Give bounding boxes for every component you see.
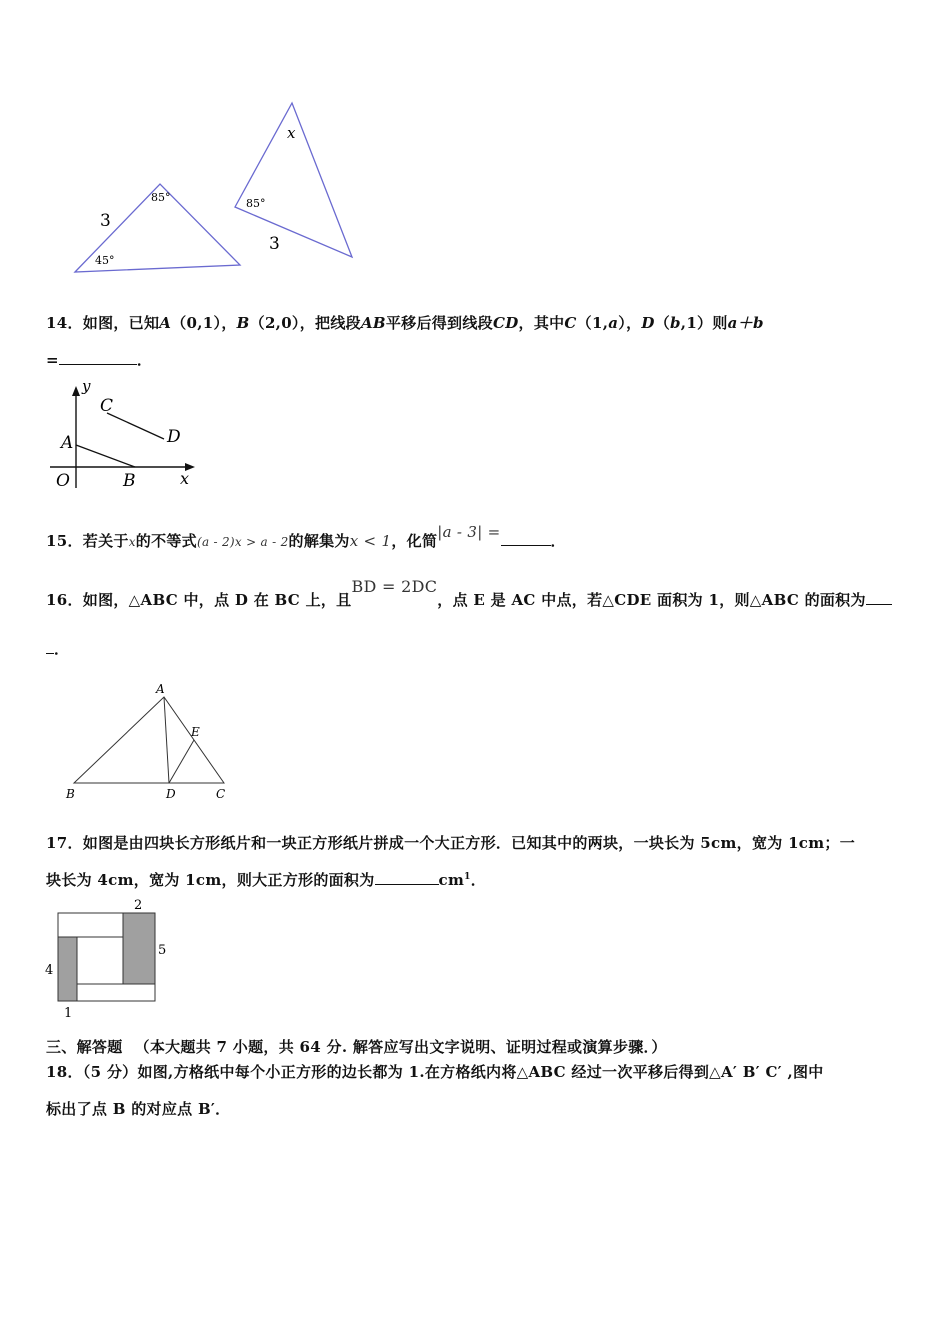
q15-inequality: (a - 2)x > a - 2 [196,535,289,549]
q14-segment-ab: AB [360,314,386,332]
q15-var-x: x [128,535,136,549]
q16-end: ． [54,640,70,658]
q16-triangle-figure [60,680,240,802]
left-side-label: 3 [100,211,111,231]
q17-unit: cm [438,871,465,889]
q17-number: 17． [46,834,83,852]
q14-answer-blank[interactable] [59,350,137,365]
left-shaded-rect [58,937,77,1001]
q18-text-1: （5 分）如图,方格纸中每个小正方形的边长都为 1.在方格纸内将△ABC 经过一次平移后得到△A′ B′ C′ ,图中 [82,1063,824,1081]
y-axis-arrow [72,386,80,396]
q16-text-b: ，点 E 是 AC 中点，若△CDE 面积为 1，则△ABC 的面积为 [437,591,866,609]
q15-text-b: 的不等式 [135,532,197,550]
label-left: 4 [45,963,54,978]
q15-text-c: 的解集为 [288,532,350,550]
q14-equals: = [46,351,59,369]
q14-d-coord-post: ,1）则 [680,314,728,332]
q14-end: ． [136,351,153,369]
q15-answer-blank[interactable] [501,531,551,546]
q14-text-c: ，其中 [518,314,565,332]
q17-square-figure [40,896,175,1021]
q16-line1 [46,577,892,610]
q15-end: ． [550,532,566,550]
q14-line2 [46,349,152,370]
q17-line1 [46,832,855,853]
q14-var-b: b [670,314,681,332]
section3-note: （本大题共 7 小题，共 64 分. 解答应写出文字说明、证明过程或演算步骤．） [134,1038,667,1056]
q17-text-1: 如图是由四块长方形纸片和一块正方形纸片拼成一个大正方形．已知其中的两块，一块长为 5cm，宽为 1cm；一 [82,834,856,852]
q17-answer-blank[interactable] [375,870,439,885]
left-top-angle: 85° [151,191,171,204]
q14-segment-cd: CD [492,314,519,332]
label-bottom: 1 [64,1006,73,1021]
segment-cd [107,413,164,439]
right-left-angle: 85° [246,197,266,210]
q17-line2 [46,869,486,890]
segment-de [169,740,194,783]
q14-var-a: a [608,314,619,332]
q15-abs-expression: |a - 3| = [437,523,501,541]
right-shaded-rect [123,913,155,984]
q14-point-c: C [564,314,577,332]
q14-line1 [46,312,764,333]
right-side-label: 3 [269,234,280,254]
q14-point-a: A [159,314,172,332]
q15-text-d: ，化简 [391,532,438,550]
q14-a-coord: （0,1）， [171,314,237,332]
label-b: B [123,471,136,491]
q14-point-b: B [236,314,250,332]
q14-number: 14． [46,314,83,332]
right-top-label: x [287,124,296,142]
q14-coordinate-figure [45,378,205,493]
label-top: 2 [134,898,143,913]
label-c: C [216,787,226,801]
segment-ad [164,697,169,783]
label-x: x [180,469,190,488]
q17-end: ． [470,871,487,889]
section3-title: 三、解答题 [46,1038,123,1056]
q15-line [46,523,566,551]
label-y: y [82,378,91,395]
section3-heading [46,1036,667,1057]
q14-text-b: 平移后得到线段 [385,314,493,332]
q17-text-2: 块长为 4cm，宽为 1cm，则大正方形的面积为 [46,871,375,889]
label-e: E [191,725,200,739]
q16-text-a: 如图，△ABC 中，点 D 在 BC 上，且 [82,591,352,609]
q14-point-d: D [641,314,655,332]
q16-relation: BD = 2DC [351,577,438,596]
q14-sum: a＋b [727,314,764,332]
label-b: B [66,787,75,801]
q17-unit-sup: 1 [464,872,471,882]
q15-text-a: 若关于 [82,532,129,550]
left-bottom-angle: 45° [95,254,115,267]
q16-line2 [46,638,69,659]
label-right: 5 [158,943,167,958]
q14-b-coord: （2,0），把线段 [249,314,361,332]
segment-ab [76,445,135,467]
q14-c-coord-post: ）， [618,314,642,332]
label-o: O [56,471,70,491]
q16-answer-blank[interactable] [866,590,892,605]
q15-solution: x < 1 [349,532,392,550]
label-d: D [166,787,176,801]
label-a: A [156,682,165,696]
label-d: D [167,427,181,447]
label-c: C [100,396,114,416]
q14-text-a: 如图，已知 [82,314,160,332]
q14-d-coord-pre: （ [654,314,670,332]
q18-line1 [46,1061,824,1082]
q18-text-2: 标出了点 B 的对应点 B′． [46,1100,231,1118]
q13-triangles-figure [60,95,370,280]
triangle-abc [74,697,224,783]
q18-line2 [46,1098,230,1119]
q16-number: 16． [46,591,83,609]
q18-number: 18． [46,1063,83,1081]
q14-c-coord-pre: （1, [576,314,609,332]
label-a: A [61,433,74,453]
q15-number: 15． [46,532,83,550]
q16-answer-blank-cont[interactable] [46,639,54,654]
